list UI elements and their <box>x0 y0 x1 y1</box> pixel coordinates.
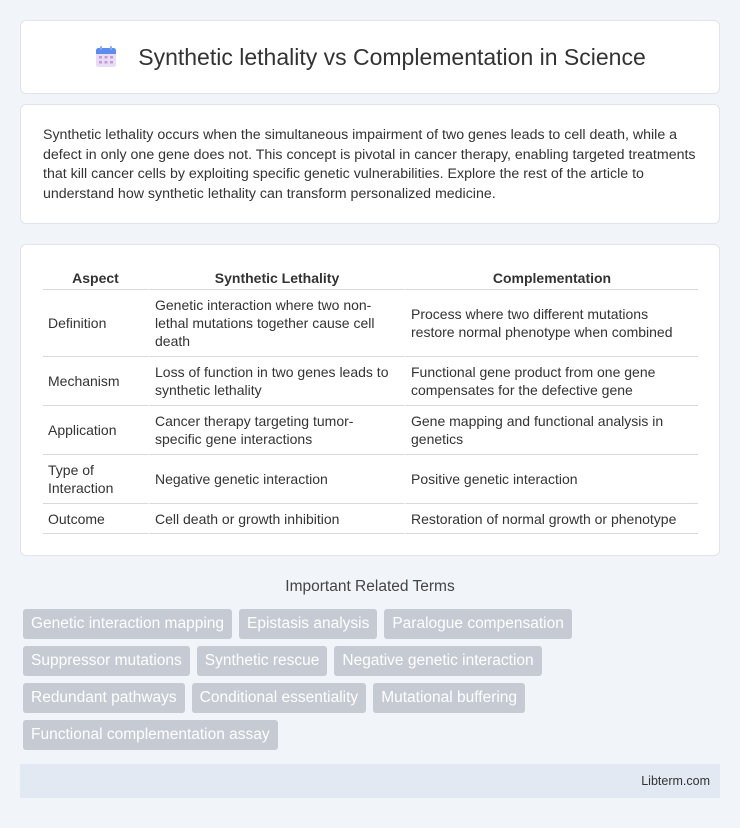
cell-aspect: Type of Interaction <box>43 455 148 504</box>
cell-synthetic-lethality: Cell death or growth inhibition <box>148 504 404 534</box>
tag-redundant-pathways[interactable]: Redundant pathways <box>23 683 185 713</box>
tag-row <box>23 609 723 639</box>
tag-functional-complementation-assay[interactable]: Functional complementation assay <box>23 720 278 750</box>
table-row <box>43 504 698 534</box>
footer <box>20 764 720 798</box>
tag-negative-genetic-interaction[interactable]: Negative genetic interaction <box>334 646 541 676</box>
cell-aspect: Application <box>43 406 148 455</box>
cell-complementation: Process where two different mutations restore normal phenotype when combined <box>404 290 698 357</box>
cell-synthetic-lethality: Negative genetic interaction <box>148 455 404 504</box>
table-row <box>43 357 698 406</box>
comparison-card <box>20 244 720 556</box>
tag-genetic-interaction-mapping[interactable]: Genetic interaction mapping <box>23 609 232 639</box>
header-synthetic-lethality: Synthetic Lethality <box>148 266 404 290</box>
cell-synthetic-lethality: Loss of function in two genes leads to synthetic lethality <box>148 357 404 406</box>
table-row <box>43 406 698 455</box>
page-title: Synthetic lethality vs Complementation in Science <box>138 43 646 70</box>
footer-site-link[interactable]: Libterm.com <box>641 774 710 788</box>
tag-epistasis-analysis[interactable]: Epistasis analysis <box>239 609 377 639</box>
cell-complementation: Functional gene product from one gene compensates for the defective gene <box>404 357 698 406</box>
cell-complementation: Positive genetic interaction <box>404 455 698 504</box>
calendar-icon <box>94 45 118 69</box>
cell-synthetic-lethality: Cancer therapy targeting tumor-specific gene interactions <box>148 406 404 455</box>
cell-complementation: Restoration of normal growth or phenotype <box>404 504 698 534</box>
intro-card <box>20 104 720 224</box>
header-complementation: Complementation <box>404 266 698 290</box>
related-terms-title: Important Related Terms <box>285 578 455 595</box>
tag-mutational-buffering[interactable]: Mutational buffering <box>373 683 525 713</box>
intro-paragraph: Synthetic lethality occurs when the simultaneous impairment of two genes leads to cell death, while a defect in only one gene does not. This concept is pivotal in cancer therapy, enabling targeted treatments that kill cancer cells by exploiting specific genetic vulnerabilities. Explore the rest of the article to understand how synthetic lethality can transform personalized medicine. <box>43 127 696 202</box>
tag-synthetic-rescue[interactable]: Synthetic rescue <box>197 646 328 676</box>
header-card <box>20 20 720 94</box>
cell-aspect: Outcome <box>43 504 148 534</box>
tag-row <box>23 683 723 713</box>
table-row <box>43 455 698 504</box>
table-row <box>43 290 698 357</box>
comparison-table <box>43 266 698 534</box>
cell-synthetic-lethality: Genetic interaction where two non-lethal mutations together cause cell death <box>148 290 404 357</box>
cell-aspect: Definition <box>43 290 148 357</box>
cell-aspect: Mechanism <box>43 357 148 406</box>
tag-paralogue-compensation[interactable]: Paralogue compensation <box>384 609 571 639</box>
header-aspect: Aspect <box>43 266 148 290</box>
tag-row <box>23 646 723 676</box>
tag-conditional-essentiality[interactable]: Conditional essentiality <box>192 683 367 713</box>
tag-suppressor-mutations[interactable]: Suppressor mutations <box>23 646 190 676</box>
cell-complementation: Gene mapping and functional analysis in genetics <box>404 406 698 455</box>
tag-row <box>23 720 723 750</box>
related-terms-tags <box>23 609 723 757</box>
table-header-row <box>43 266 698 290</box>
